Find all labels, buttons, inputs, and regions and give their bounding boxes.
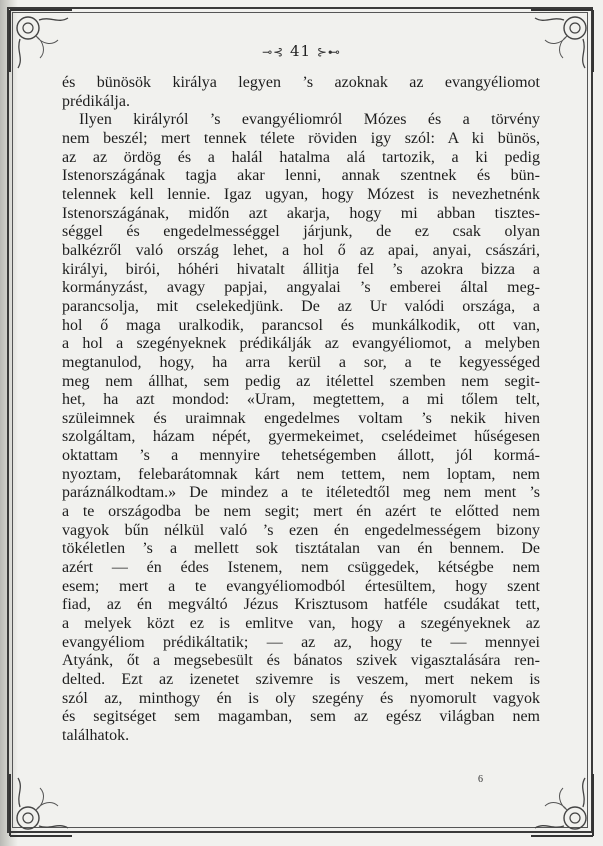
text-line: Istenországának tagja akar lenni, annak szentnek és bün- bbox=[62, 167, 540, 185]
header-ornament-left: ⊸⊰ bbox=[262, 45, 285, 59]
text-line: oktattam ’s a mennyire tehetségemben állott, jól kormá- bbox=[62, 447, 540, 465]
page-header bbox=[0, 42, 603, 60]
text-line: evangyéliom prédikáltatik; — az az, hogy te — mennyei bbox=[62, 633, 540, 651]
text-line: balkézről való ország lehet, a hol ő az apai, anyai, császári, bbox=[62, 241, 540, 259]
text-line: Atyánk, őt a megsebesült és bánatos szivek vigasztalására ren- bbox=[62, 652, 540, 670]
header-ornament-right: ⊱⊷ bbox=[316, 45, 341, 59]
corner-ornament-top-left-icon bbox=[6, 6, 76, 76]
text-line: találhatok. bbox=[62, 726, 130, 744]
text-line: Istenországának, midőn azt akarja, hogy mi abban tisztes- bbox=[62, 204, 540, 222]
text-line: nyoztam, felebarátomnak kárt nem tettem, nem loptam, nem bbox=[62, 465, 540, 483]
text-line: a hol a szegényeknek prédikálják az evangyéliomot, a melyben bbox=[62, 335, 540, 353]
page-number: 41 bbox=[289, 42, 312, 60]
text-line: prédikálja. bbox=[62, 92, 130, 110]
text-line: szól az, minthogy én is oly szegény és nyomorult vagyok bbox=[62, 689, 540, 707]
text-line: nem beszél; mert tennek télete röviden igy szól: A ki bünös, bbox=[62, 129, 540, 147]
text-line: királyi, birói, hóhéri hivatalt állitja fel ’s azokra bizza a bbox=[62, 260, 540, 278]
text-line: azért — én édes Istenem, nem csüggedek, kétségbe nem bbox=[62, 559, 540, 577]
text-line: het, ha azt mondod: «Uram, megtettem, a mi tőlem telt, bbox=[62, 391, 540, 409]
text-line: séggel és engedelmességgel járjunk, de ez csak olyan bbox=[62, 223, 540, 241]
body-text bbox=[62, 74, 540, 746]
text-line: parancsolja, mit cselekedjünk. De az Ur valódi országa, a bbox=[62, 297, 540, 315]
text-line: hol ő maga uralkodik, parancsol és munkálkodik, ott van, bbox=[62, 316, 540, 334]
text-line: delted. Ezt az izenetet szivemre is veszem, mert nekem is bbox=[62, 671, 540, 688]
text-line: tökéletlen ’s a mellett sok tisztátalan van én bennem. De bbox=[62, 540, 540, 558]
text-line: és segitséget sem magamban, sem az egész világban nem bbox=[62, 708, 540, 726]
text-line: és bünösök királya legyen ’s azoknak az evangyéliomot bbox=[62, 74, 540, 91]
corner-ornament-bottom-right-icon bbox=[527, 770, 597, 840]
text-line: szolgáltam, házam népét, gyermekeimet, cselédeimet hűségesen bbox=[62, 428, 540, 446]
text-line: Ilyen királyról ’s evangyéliomról Mózes és a törvény bbox=[79, 111, 540, 129]
text-line: a melyek közt ez is emlitve van, hogy a szegényeknek az bbox=[62, 615, 540, 633]
signature-mark: 6 bbox=[478, 774, 483, 785]
text-line: meg nem állhat, sem pedig az itélettel szemben nem segit- bbox=[62, 372, 540, 390]
text-line: a te országodba be nem segit; mert én azért te előtted nem bbox=[62, 503, 540, 521]
text-line: esem; mert a te evangyéliomodból értesültem, hogy szent bbox=[62, 577, 540, 595]
text-line: szüleimnek és uraimnak engedelmes voltam ’s nekik hiven bbox=[62, 409, 540, 427]
text-line: vagyok bűn nélkül való ’s ezen én engedelmességem bizony bbox=[62, 521, 540, 539]
text-line: telennek kell lennie. Igaz ugyan, hogy Mózest is nevezhetnénk bbox=[62, 185, 540, 203]
text-line: megtanulod, hogy, ha arra kerül a sor, a te kegyességed bbox=[62, 353, 540, 371]
text-line: kormányzást, avagy papjai, angyalai ’s emberei által meg- bbox=[62, 279, 540, 297]
text-line: paráználkodtam.» De mindez a te itéletedtől meg nem ment ’s bbox=[62, 484, 540, 502]
text-line: fiad, az én megváltó Jézus Krisztusom hatféle csudákat tett, bbox=[62, 596, 540, 614]
corner-ornament-top-right-icon bbox=[527, 6, 597, 76]
text-line: az az ördög és a halál hatalma alá tartozik, a ki pedig bbox=[62, 148, 540, 166]
corner-ornament-bottom-left-icon bbox=[6, 770, 76, 840]
